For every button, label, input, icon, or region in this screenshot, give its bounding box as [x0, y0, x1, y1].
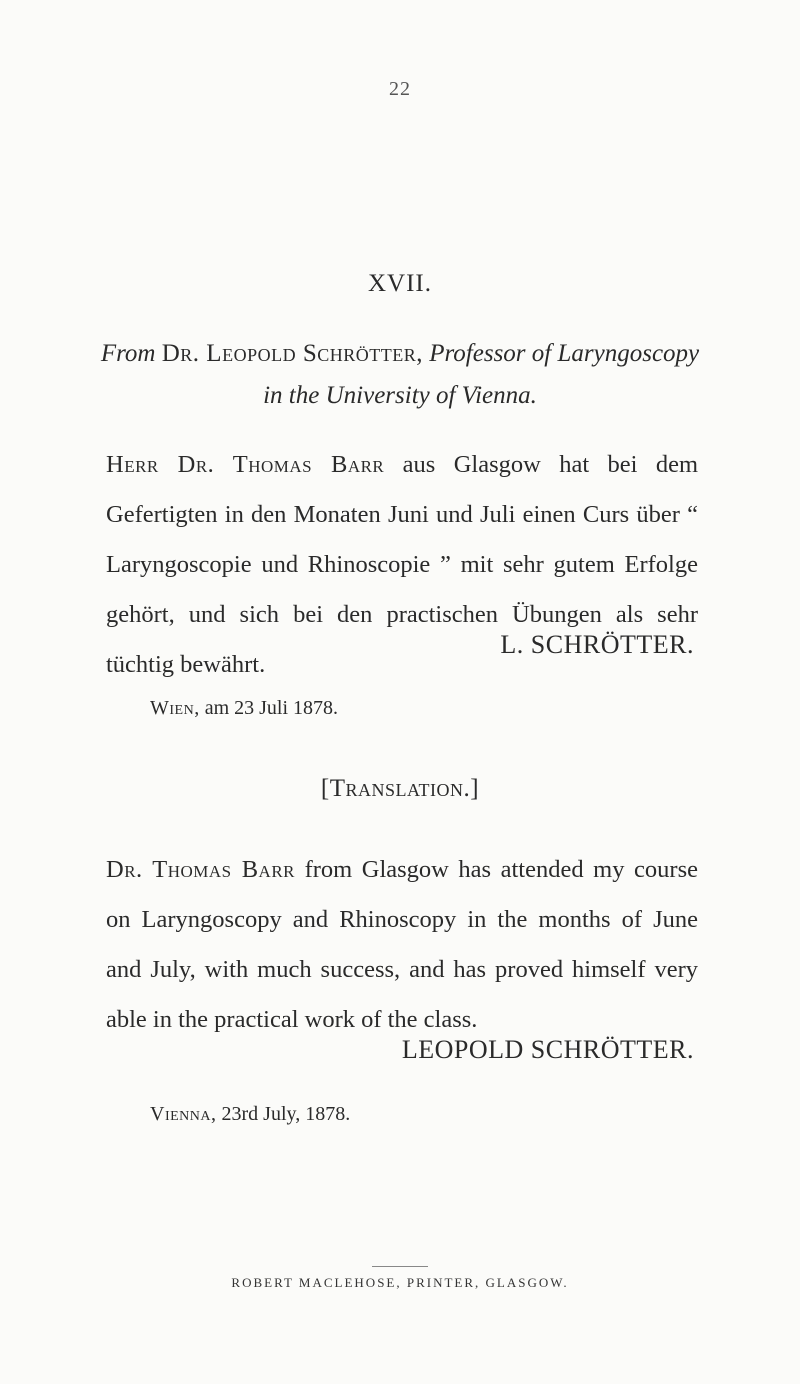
german-lead: Herr Dr. Thomas Barr — [106, 451, 385, 478]
german-body: aus Glasgow hat bei dem Gefertigten in den Monaten Juni und Juli einen Curs über “ Laryngoscopie und Rhinoscopie ” mit sehr gutem Erfolge gehört, und sich bei den practischen Übungen als sehr tüchtig bewährt. — [106, 451, 698, 678]
english-date-city: Vienna, — [150, 1103, 217, 1125]
from-institution: in the University of Vienna. — [263, 382, 537, 409]
english-dateline — [150, 1103, 350, 1126]
english-date-text: 23rd July, 1878. — [221, 1103, 351, 1125]
english-signature: LEOPOLD SCHRÖTTER. — [401, 1035, 694, 1064]
from-title: Professor of Laryngoscopy — [429, 340, 700, 367]
printer-rule — [372, 1266, 428, 1267]
from-line — [100, 334, 700, 374]
english-lead: Dr. Thomas Barr — [106, 856, 295, 883]
from-name: Dr. Leopold Schrötter, — [161, 340, 423, 367]
german-signature: L. SCHRÖTTER. — [500, 630, 694, 659]
from-prefix: From — [100, 340, 156, 367]
section-heading: XVII. — [367, 270, 432, 297]
english-paragraph — [106, 845, 698, 1045]
page-number: 22 — [389, 78, 411, 100]
translation-heading: [Translation.] — [320, 775, 480, 802]
german-dateline — [150, 697, 338, 720]
printer-imprint: ROBERT MACLEHOSE, PRINTER, GLASGOW. — [231, 1275, 569, 1290]
english-body: from Glasgow has attended my course on Laryngoscopy and Rhinoscopy in the months of June and July, with much success, and has proved himself very able in the practical work of the class. — [106, 856, 698, 1033]
german-date-text: am 23 Juli 1878. — [204, 697, 339, 719]
german-date-city: Wien, — [150, 697, 200, 719]
